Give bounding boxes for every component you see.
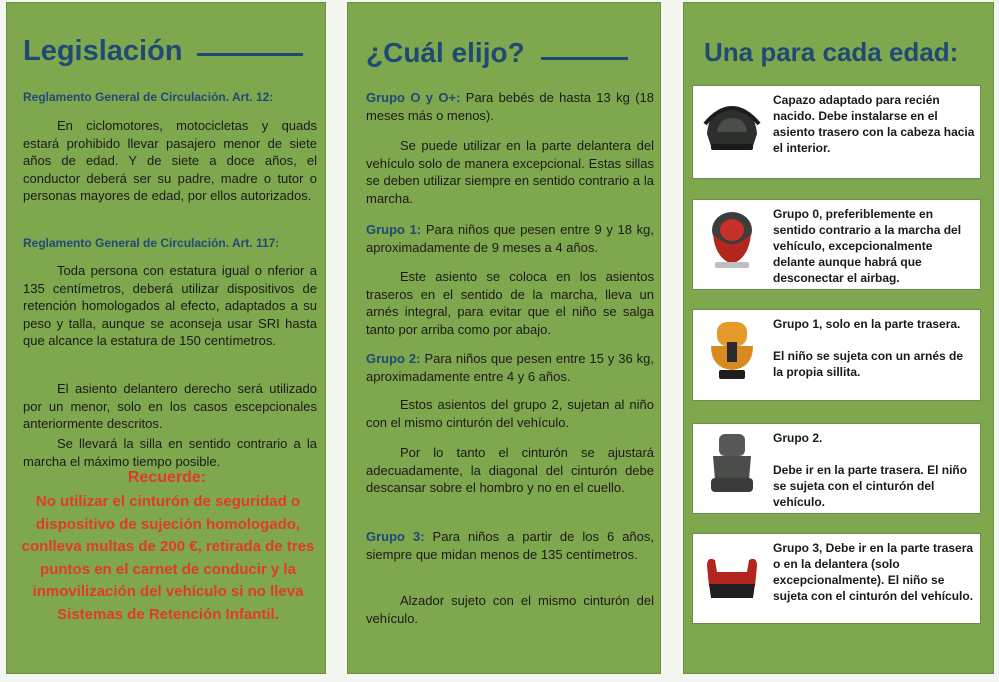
choose-panel <box>347 2 661 674</box>
group-0-desc: Para bebés de hasta 13 kg (18 meses más o menos). <box>366 90 654 123</box>
newborn-text: Capazo adaptado para recién nacido. Debe instalarse en el asiento trasero con la cabeza hacia el interior. <box>773 93 975 155</box>
group-1-card-line2: El niño se sujeta con un arnés de la propia sillita. <box>773 349 964 379</box>
article-12-heading: Reglamento General de Circulación. Art. 12: <box>23 90 274 104</box>
recuerde-heading: Recuerde: <box>127 469 207 486</box>
age-panel <box>683 2 994 674</box>
seat-card-group-2 <box>692 423 981 514</box>
group-3-card-text: Grupo 3, Debe ir en la parte trasera o en la delantera (solo excepcionalmente). El niño se sujeta con el cinturón del vehículo. <box>773 541 974 603</box>
recuerde-warning: No utilizar el cinturón de seguridad o dispositivo de sujeción homologado, conlleva multas de 200 €, retirada de tres puntos en el carnet de conducir y la inmovilización del vehículo si no lleva Sistemas de Retención Infantil. <box>21 493 315 623</box>
group-2-card-line1: Grupo 2. <box>773 431 823 445</box>
booster-cushion-icon <box>701 542 763 606</box>
title-rule <box>197 53 303 56</box>
front-seat-text: El asiento delantero derecho será utilizado por un menor, solo en los casos escepcionales anteriormente descritos. <box>23 381 317 431</box>
rear-facing-text: Se llevará la silla en sentido contrario a la marcha el máximo tiempo posible. <box>23 436 317 469</box>
group-2-card-line2: Debe ir en la parte trasera. El niño se sujeta con el cinturón del vehículo. <box>773 463 968 509</box>
group-0-label: Grupo O y O+: <box>366 90 461 105</box>
group-1-desc: Para niños que pesen entre 9 y 18 kg, aproximadamente de 9 meses a 4 años. <box>366 222 654 255</box>
group-3-desc: Para niños a partir de los 6 años, siempre que midan menos de 135 centímetros. <box>366 529 654 562</box>
seat-card-group-3 <box>692 533 981 624</box>
age-title: Una para cada edad: <box>704 37 959 67</box>
group-2-card-text <box>773 430 976 510</box>
choose-title: ¿Cuál elijo? <box>366 37 525 68</box>
group-3-label: Grupo 3: <box>366 529 425 544</box>
legislation-panel <box>6 2 326 674</box>
group-2-label: Grupo 2: <box>366 351 421 366</box>
high-back-booster-icon <box>701 432 763 496</box>
article-117-text: Toda persona con estatura igual o nferior a 135 centímetros, deberá utilizar dispositivos de retención homologados al efecto, adaptados a su peso y talla, aunque se aconseja usar SRI hasta que alcance la estatura de 150 centímetros. <box>23 263 317 348</box>
group-2-text: Estos asientos del grupo 2, sujetan al niño con el mismo cinturón del vehículo. <box>366 397 654 430</box>
seat-card-group-1 <box>692 309 981 401</box>
group-2-belt-text: Por lo tanto el cinturón se ajustará adecuadamente, la diagonal del cinturón debe descansar sobre el hombro y no en el cuello. <box>366 445 654 495</box>
group-3-intro <box>366 528 654 563</box>
group-3-text: Alzador sujeto con el mismo cinturón del vehículo. <box>366 593 654 626</box>
title-rule <box>541 57 628 60</box>
baby-carrier-icon <box>701 94 763 158</box>
group-2-intro <box>366 350 654 385</box>
legislation-title: Legislación <box>23 35 183 67</box>
group-1-text: Este asiento se coloca en los asientos traseros en el sentido de la marcha, lleva un arnés integral, para evitar que el niño se salga tanto por arriba como por abajo. <box>366 269 654 337</box>
group-1-card-line1: Grupo 1, solo en la parte trasera. <box>773 317 961 331</box>
group-1-label: Grupo 1: <box>366 222 422 237</box>
group-1-intro <box>366 221 654 256</box>
article-12-text: En ciclomotores, motocicletas y quads estará prohibido llevar pasajero menor de siete años de edad. Y de siete a doce años, el conductor deberá ser su padre, madre o tutor o personas mayores de edad, por ellos autorizados. <box>23 118 317 203</box>
group-0-card-text: Grupo 0, preferiblemente en sentido contrario a la marcha del vehículo, excepcionalmente delante aunque habrá que desconectar el airbag. <box>773 207 962 285</box>
group-0-intro <box>366 89 654 124</box>
seat-card-group-0 <box>692 199 981 290</box>
group-2-desc: Para niños que pesen entre 15 y 36 kg, aproximadamente entre 4 y 6 años. <box>366 351 654 384</box>
seat-card-newborn <box>692 85 981 179</box>
group-1-card-text <box>773 316 976 380</box>
infant-seat-icon <box>701 208 763 272</box>
harness-seat-icon <box>701 318 763 382</box>
group-0-text: Se puede utilizar en la parte delantera del vehículo solo de manera excepcional. Estas sillas se deben utilizar siempre en sentido contrario a la marcha. <box>366 138 654 206</box>
article-117-heading: Reglamento General de Circulación. Art. 117: <box>23 236 280 250</box>
